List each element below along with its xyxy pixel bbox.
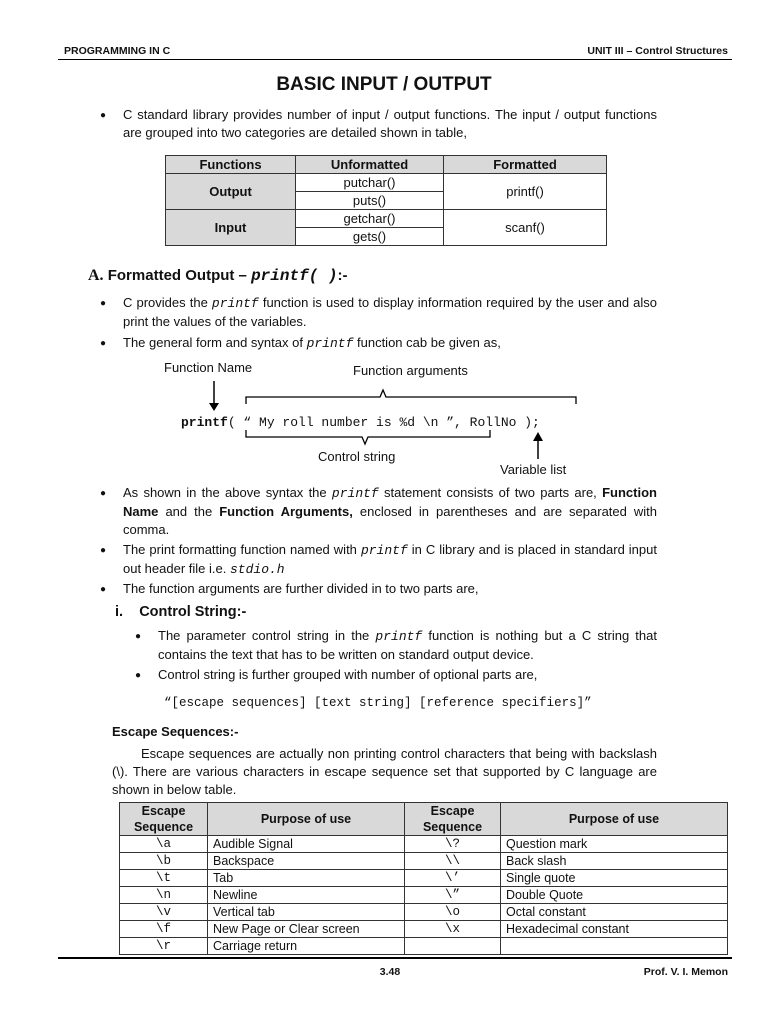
function-name-label: Function Name	[164, 360, 253, 375]
control-string-heading: i. Control String:-	[115, 604, 247, 620]
table-row: \f New Page or Clear screen \x Hexadecimal constant	[120, 921, 728, 938]
bullet-icon: ●	[135, 670, 142, 681]
table-row: \a Audible Signal \? Question mark	[120, 836, 728, 853]
variable-list-arrowhead	[533, 432, 543, 441]
function-arguments-label: Function arguments	[353, 363, 468, 378]
cell-puts: puts()	[296, 192, 444, 210]
section-title: Formatted Output –	[107, 267, 247, 284]
cell-getchar: getchar()	[296, 210, 444, 228]
cell-putchar: putchar()	[296, 174, 444, 192]
section-code: printf( )	[251, 267, 338, 285]
cell-printf: printf()	[444, 174, 607, 210]
table-row: \v Vertical tab \o Octal constant	[120, 904, 728, 921]
bullet-icon: ●	[100, 584, 107, 595]
table-row: \b Backspace \\ Back slash	[120, 853, 728, 870]
col-formatted: Formatted	[444, 156, 607, 174]
cell-scanf: scanf()	[444, 210, 607, 246]
escape-sequences-heading: Escape Sequences:-	[112, 724, 239, 739]
control-string-format: “[escape sequences] [text string] [reference specifiers]”	[164, 696, 592, 710]
variable-list-label: Variable list	[500, 462, 567, 477]
bullet-icon: ●	[100, 545, 107, 556]
printf-syntax-code: printf( “ My roll number is %d \n ”, RollNo );	[181, 415, 540, 430]
bullet-icon: ●	[100, 488, 107, 499]
section-suffix: :-	[337, 267, 348, 284]
bullet-icon: ●	[100, 298, 107, 309]
col-functions: Functions	[166, 156, 296, 174]
bullet-icon: ●	[100, 338, 107, 349]
function-name-arrowhead	[209, 403, 219, 411]
table-row: \r Carriage return	[120, 938, 728, 955]
table-row: \n Newline \” Double Quote	[120, 887, 728, 904]
col-purpose-1: Purpose of use	[208, 803, 405, 836]
control-string-label: Control string	[318, 449, 396, 464]
printf-description: C provides the printf function is used to display information required by the user and also print the values of the variables.	[123, 295, 657, 329]
control-string-parts: Control string is further grouped with number of optional parts are,	[158, 667, 538, 682]
header-subject: PROGRAMMING IN C	[64, 45, 171, 57]
header-unit: UNIT III – Control Structures	[587, 45, 728, 57]
row-output: Output	[166, 174, 296, 210]
arguments-brace	[246, 390, 576, 404]
syntax-explanation: As shown in the above syntax the printf statement consists of two parts are, Function Name and the Function Arguments, enclosed in parentheses and are separated with comma.	[123, 485, 657, 537]
bullet-icon: ●	[100, 110, 107, 121]
section-letter: A.	[88, 267, 104, 284]
printf-syntax-intro: The general form and syntax of printf function cab be given as,	[123, 335, 501, 351]
arguments-division: The function arguments are further divided in to two parts are,	[123, 581, 479, 596]
page-title: BASIC INPUT / OUTPUT	[276, 74, 492, 95]
footer-author: Prof. V. I. Memon	[643, 966, 728, 978]
col-escape-sequence-2: Escape Sequence	[405, 803, 501, 836]
footer-divider	[58, 957, 732, 959]
control-string-description: The parameter control string in the printf function is nothing but a C string that contains the text that has to be written on standard output device.	[158, 628, 657, 662]
row-input: Input	[166, 210, 296, 246]
col-unformatted: Unformatted	[296, 156, 444, 174]
page-number: 3.48	[379, 966, 401, 978]
header-file-explanation: The print formatting function named with printf in C library and is placed in standard input out header file i.e. stdio.h	[123, 542, 657, 577]
bullet-icon: ●	[135, 631, 142, 642]
escape-sequence-table	[119, 802, 728, 955]
escape-sequences-description: Escape sequences are actually non printing control characters that being with backslash (\). There are various characters in escape sequence set that supported by C language are shown in below table.	[112, 746, 657, 797]
cell-gets: gets()	[296, 228, 444, 246]
table-row: \t Tab \’ Single quote	[120, 870, 728, 887]
intro-text: C standard library provides number of input / output functions. The input / output functions are grouped into two categories are detailed shown in table,	[123, 107, 657, 140]
control-string-brace	[246, 430, 490, 444]
col-purpose-2: Purpose of use	[501, 803, 728, 836]
col-escape-sequence-1: Escape Sequence	[120, 803, 208, 836]
